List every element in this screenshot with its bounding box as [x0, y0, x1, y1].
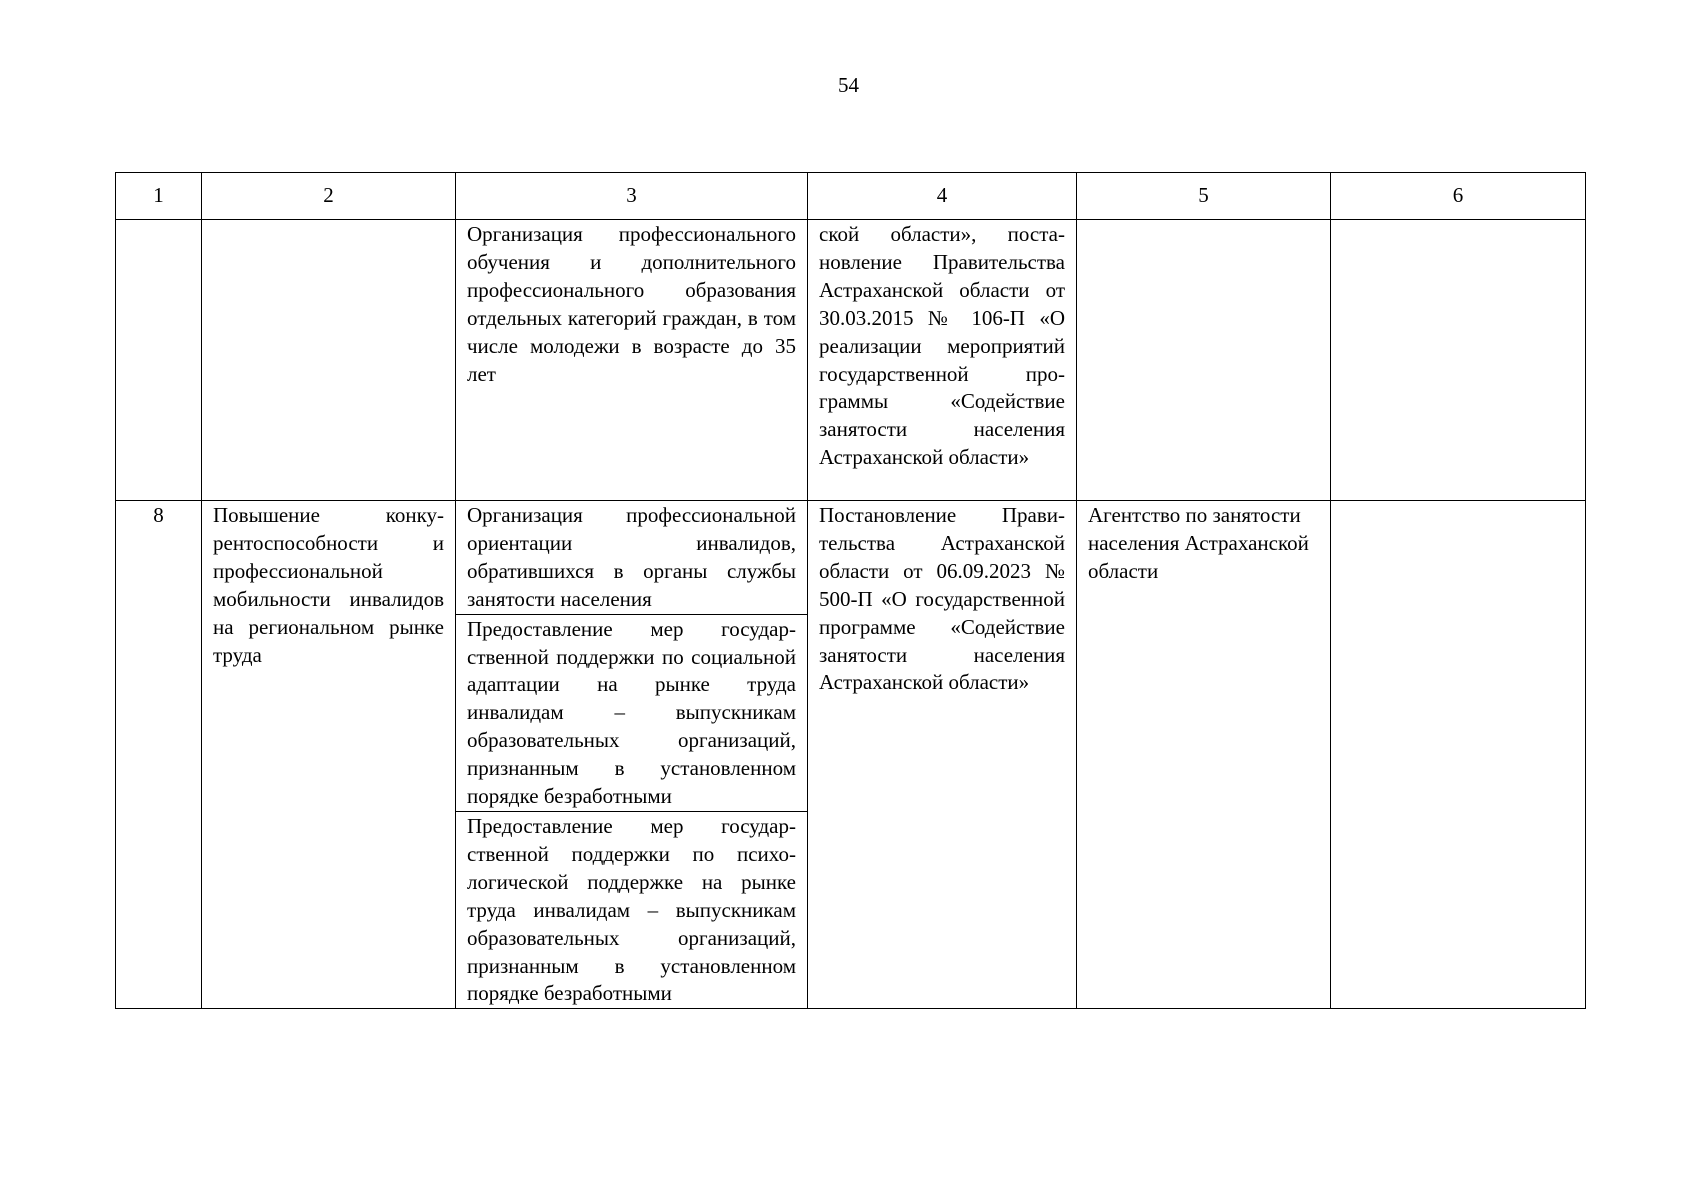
cell-number [116, 220, 202, 501]
cell-goal: Повышение конкурентоспособности и профессиональной мобильности инвалидов на региональном рынке труда [202, 501, 456, 1009]
measure-1: Организация профессиональной ориентации инвалидов, обратившихся в органы службы занятости населения [456, 501, 807, 615]
cell-number: 8 [116, 501, 202, 1009]
measure-2: Предоставление мер государственной поддержки по социальной адаптации на рынке труда инвалидам – выпускникам образовательных организаций, признанным в установленном порядке безработными [456, 615, 807, 812]
measure-3: Предоставление мер государственной поддержки по психологической поддержке на рынке труда инвалидам – выпускникам образовательных организаций, признанным в установленном порядке безработными [467, 813, 796, 1006]
cell-legal-basis: ской области», постановление Правительства Астраханской области от 30.03.2015 № 106-П «О реализации мероприятий государственной программы «Содействие занятости населения Астраханской области» [808, 220, 1077, 501]
header-col-6: 6 [1331, 173, 1586, 220]
header-col-1: 1 [116, 173, 202, 220]
header-col-4: 4 [808, 173, 1077, 220]
table-row-8 [116, 501, 1586, 1009]
cell-responsible: Агентство по занятости населения Астраханской области [1077, 501, 1331, 1009]
page-number: 54 [838, 73, 859, 97]
cell-responsible [1077, 220, 1331, 501]
table-row-continued [116, 220, 1586, 501]
header-col-3: 3 [456, 173, 808, 220]
cell-legal-basis: Постановление Правительства Астраханской области от 06.09.2023 № 500-П «О государственной программе «Содействие занятости населения Астраханской области» [808, 501, 1077, 1009]
cell-measures [456, 501, 808, 1009]
header-col-5: 5 [1077, 173, 1331, 220]
cell-col6 [1331, 220, 1586, 501]
header-col-2: 2 [202, 173, 456, 220]
cell-col6 [1331, 501, 1586, 1009]
programme-table [115, 172, 1586, 1009]
cell-goal [202, 220, 456, 501]
table-header-row [116, 173, 1586, 220]
cell-measure: Организация профессионального обучения и дополнительного профессионального образования отдельных категорий граждан, в том числе молодежи в возрасте до 35 лет [456, 220, 808, 501]
